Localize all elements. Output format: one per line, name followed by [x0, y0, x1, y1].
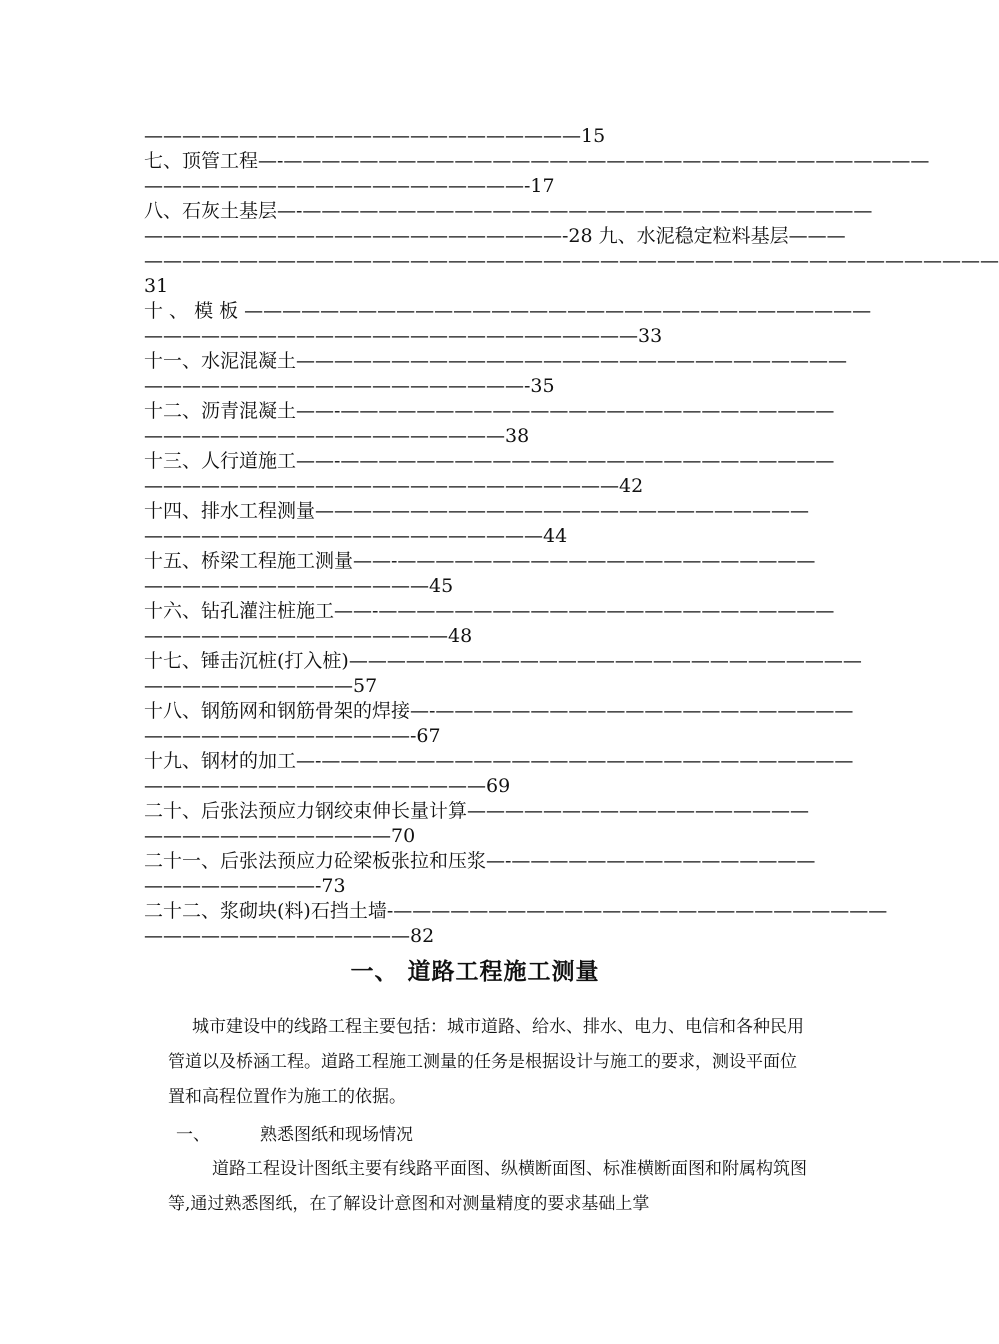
toc-line: ——————————————————————-28 九、水泥稳定粒料基层——— [144, 225, 846, 247]
toc-line: ————————————————48 [144, 625, 473, 647]
toc-line: 十二、沥青混凝土——-—————————————————————————— [144, 400, 835, 422]
toc-line: 八、石灰土基层—-—————————————————————————————— [144, 200, 873, 222]
intro-paragraph: 城市建设中的线路工程主要包括：城市道路、给水、排水、电力、电信和各种民用管道以及桥涵工程。道路工程施工测量的任务是根据设计与施工的要求，测设平面位置和高程位置作为施工的依据。 [168, 1017, 804, 1107]
toc-line: ————————————————————-35 [144, 375, 555, 397]
toc-line: ———————————————45 [144, 575, 454, 597]
subsection-title: 熟悉图纸和现场情况 [260, 1125, 413, 1145]
toc-line: ———————————————————————15 [144, 125, 606, 147]
toc-line: —————————————70 [144, 825, 416, 847]
body-paragraph: 道路工程设计图纸主要有线路平面图、纵横断面图、标准横断面图和附属构筑图等,通过熟悉图纸，在了解设计意图和对测量精度的要求基础上掌 [168, 1159, 807, 1214]
toc-line: 十六、钻孔灌注桩施工——-———————————————————————— [144, 600, 835, 622]
toc-line: ———————————57 [144, 675, 378, 697]
toc-line: 十一、水泥混凝土————————————————————————————— [144, 350, 848, 372]
toc-line: 31 [144, 275, 169, 297]
toc-line: —————————————————————44 [144, 525, 568, 547]
toc-line: ———————————————————38 [144, 425, 530, 447]
toc-line: 十九、钢材的加工—-———————————————————————————— [144, 750, 854, 772]
toc-line: 十八、钢筋网和钢筋骨架的焊接—-—————————————————————— [144, 700, 854, 722]
toc-line: —————————————————————————42 [144, 475, 644, 497]
toc-line: ——————————————————————————33 [144, 325, 663, 347]
toc-line: —————————-73 [144, 875, 346, 897]
toc-line: ————————————————————————————————————————————— [144, 250, 999, 272]
toc-line: 十五、桥梁工程施工测量——-—————————————————————— [144, 550, 816, 572]
table-of-contents [144, 124, 999, 949]
toc-line: 十七、锤击沉桩(打入桩)——————————————————————————— [144, 650, 862, 672]
toc-line: 十三、人行道施工——-—————————————————————————— [144, 450, 835, 472]
subsection-heading [176, 1120, 413, 1145]
subsection-number: 一、 [176, 1125, 210, 1145]
toc-line: 二十一、后张法预应力砼梁板张拉和压浆—-———————————————— [144, 850, 816, 872]
toc-line: 二十二、浆砌块(料)石挡土墙-—————————————————————————— [144, 900, 888, 922]
toc-line: 十 、 模 板 ————————————————————————————————— [144, 300, 872, 322]
toc-line: ————————————————————-17 [144, 175, 555, 197]
toc-line: ——————————————-67 [144, 725, 441, 747]
toc-line: 二十、后张法预应力钢绞束伸长量计算—————————————————— [144, 800, 810, 822]
toc-line: ——————————————————69 [144, 775, 511, 797]
toc-line: ——————————————82 [144, 925, 435, 947]
toc-line: 十四、排水工程测量—————————————————————————— [144, 500, 810, 522]
toc-line: 七、顶管工程—-—————————————————————————————————— [144, 150, 930, 172]
section-heading: 一、 道路工程施工测量 [350, 959, 600, 985]
